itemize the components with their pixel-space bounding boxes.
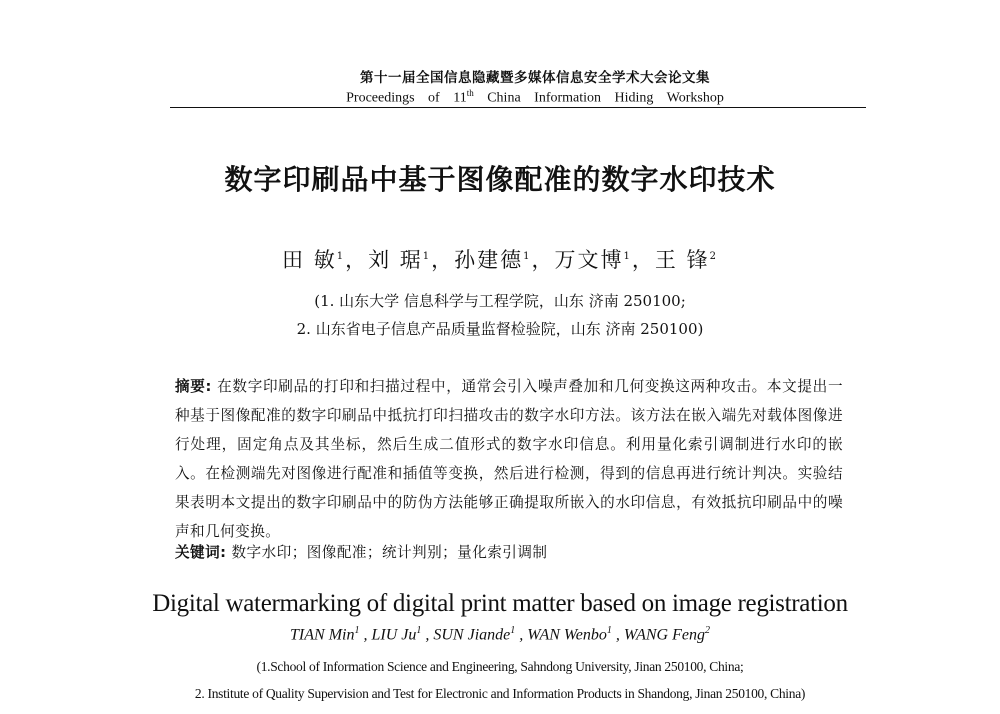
author-en-affil: 1 [606,625,612,636]
affiliation-en-1: (1.School of Information Science and Engineering, Sahndong University, Jinan 250100, China; [256,659,744,674]
authors-en [0,625,1000,644]
author-cn: 王 锋 [654,248,710,272]
proceedings-ordinal-suffix: th [466,88,474,98]
affiliation-cn-2: 2. 山东省电子信息产品质量监督检验院，山东 济南 250100) [296,320,704,338]
author-en: SUN Jiande [433,626,511,644]
affiliation-en-2: 2. Institute of Quality Supervision and Test for Electronic and Information Products in Shandong, Jinan 250100, China) [194,686,806,701]
header-rule [170,107,866,108]
affiliation-cn-1: (1. 山东大学 信息科学与工程学院，山东 济南 250100; [314,292,686,310]
author-sep: ， [631,248,655,272]
proceedings-header [170,66,900,107]
paper-title-cn: 数字印刷品中基于图像配准的数字水印技术 [224,163,776,196]
authors-cn [0,244,1000,274]
author-cn: 刘 琚 [368,248,423,272]
keywords-label: 关键词: [175,544,227,561]
abstract-cn [175,372,843,546]
author-cn-affil: 1 [623,251,632,262]
author-cn: 孙建德 [454,248,524,272]
author-sep: ， [531,248,555,272]
author-en-affil: 2 [704,625,710,636]
proceedings-title-en [170,88,900,107]
author-sep: , [421,626,434,644]
author-cn-affil: 2 [709,251,718,262]
author-sep: ， [431,248,455,272]
author-en: TIAN Min [290,626,355,644]
author-en-affil: 1 [510,625,516,636]
author-cn-affil: 1 [422,251,432,262]
author-en-affil: 1 [354,625,360,636]
keywords-text: 数字水印；图像配准；统计判别；量化索引调制 [231,544,548,561]
abstract-text: 在数字印刷品的打印和扫描过程中，通常会引入噪声叠加和几何变换这两种攻击。本文提出一种基于图像配准的数字印刷品中抵抗打印扫描攻击的数字水印方法。该方法在嵌入端先对载体图像进行处理，固定角点及其坐标，然后生成二值形式的数字水印信息。利用量化索引调制进行水印的嵌入。在检测端先对图像进行配准和插值等变换，然后进行检测，得到的信息再进行统计判决。实验结果表明本文提出的数字印刷品中的防伪方法能够正确提取所嵌入的水印信息，有效抵抗印刷品中的噪声和几何变换。 [175,378,843,540]
paper-title-en: Digital watermarking of digital print matter based on image registration [152,590,848,617]
keywords-cn [175,541,843,562]
author-cn-affil: 1 [523,251,532,262]
author-en: LIU Ju [371,626,417,644]
author-sep: , [611,626,624,644]
author-cn-affil: 1 [336,251,346,262]
author-cn: 田 敏 [282,248,337,272]
abstract-label: 摘要: [175,378,212,395]
proceedings-title-en-pre: Proceedings of 11 [346,90,467,106]
proceedings-title-en-post: China Information Hiding Workshop [487,90,724,106]
author-sep: ， [345,248,369,272]
author-en-affil: 1 [416,625,422,636]
author-en: WANG Feng [623,626,705,644]
proceedings-title-cn: 第十一届全国信息隐藏暨多媒体信息安全学术大会论文集 [360,70,710,86]
author-sep: , [515,626,528,644]
author-sep: , [359,626,372,644]
author-en: WAN Wenbo [527,626,607,644]
author-cn: 万文博 [554,248,624,272]
